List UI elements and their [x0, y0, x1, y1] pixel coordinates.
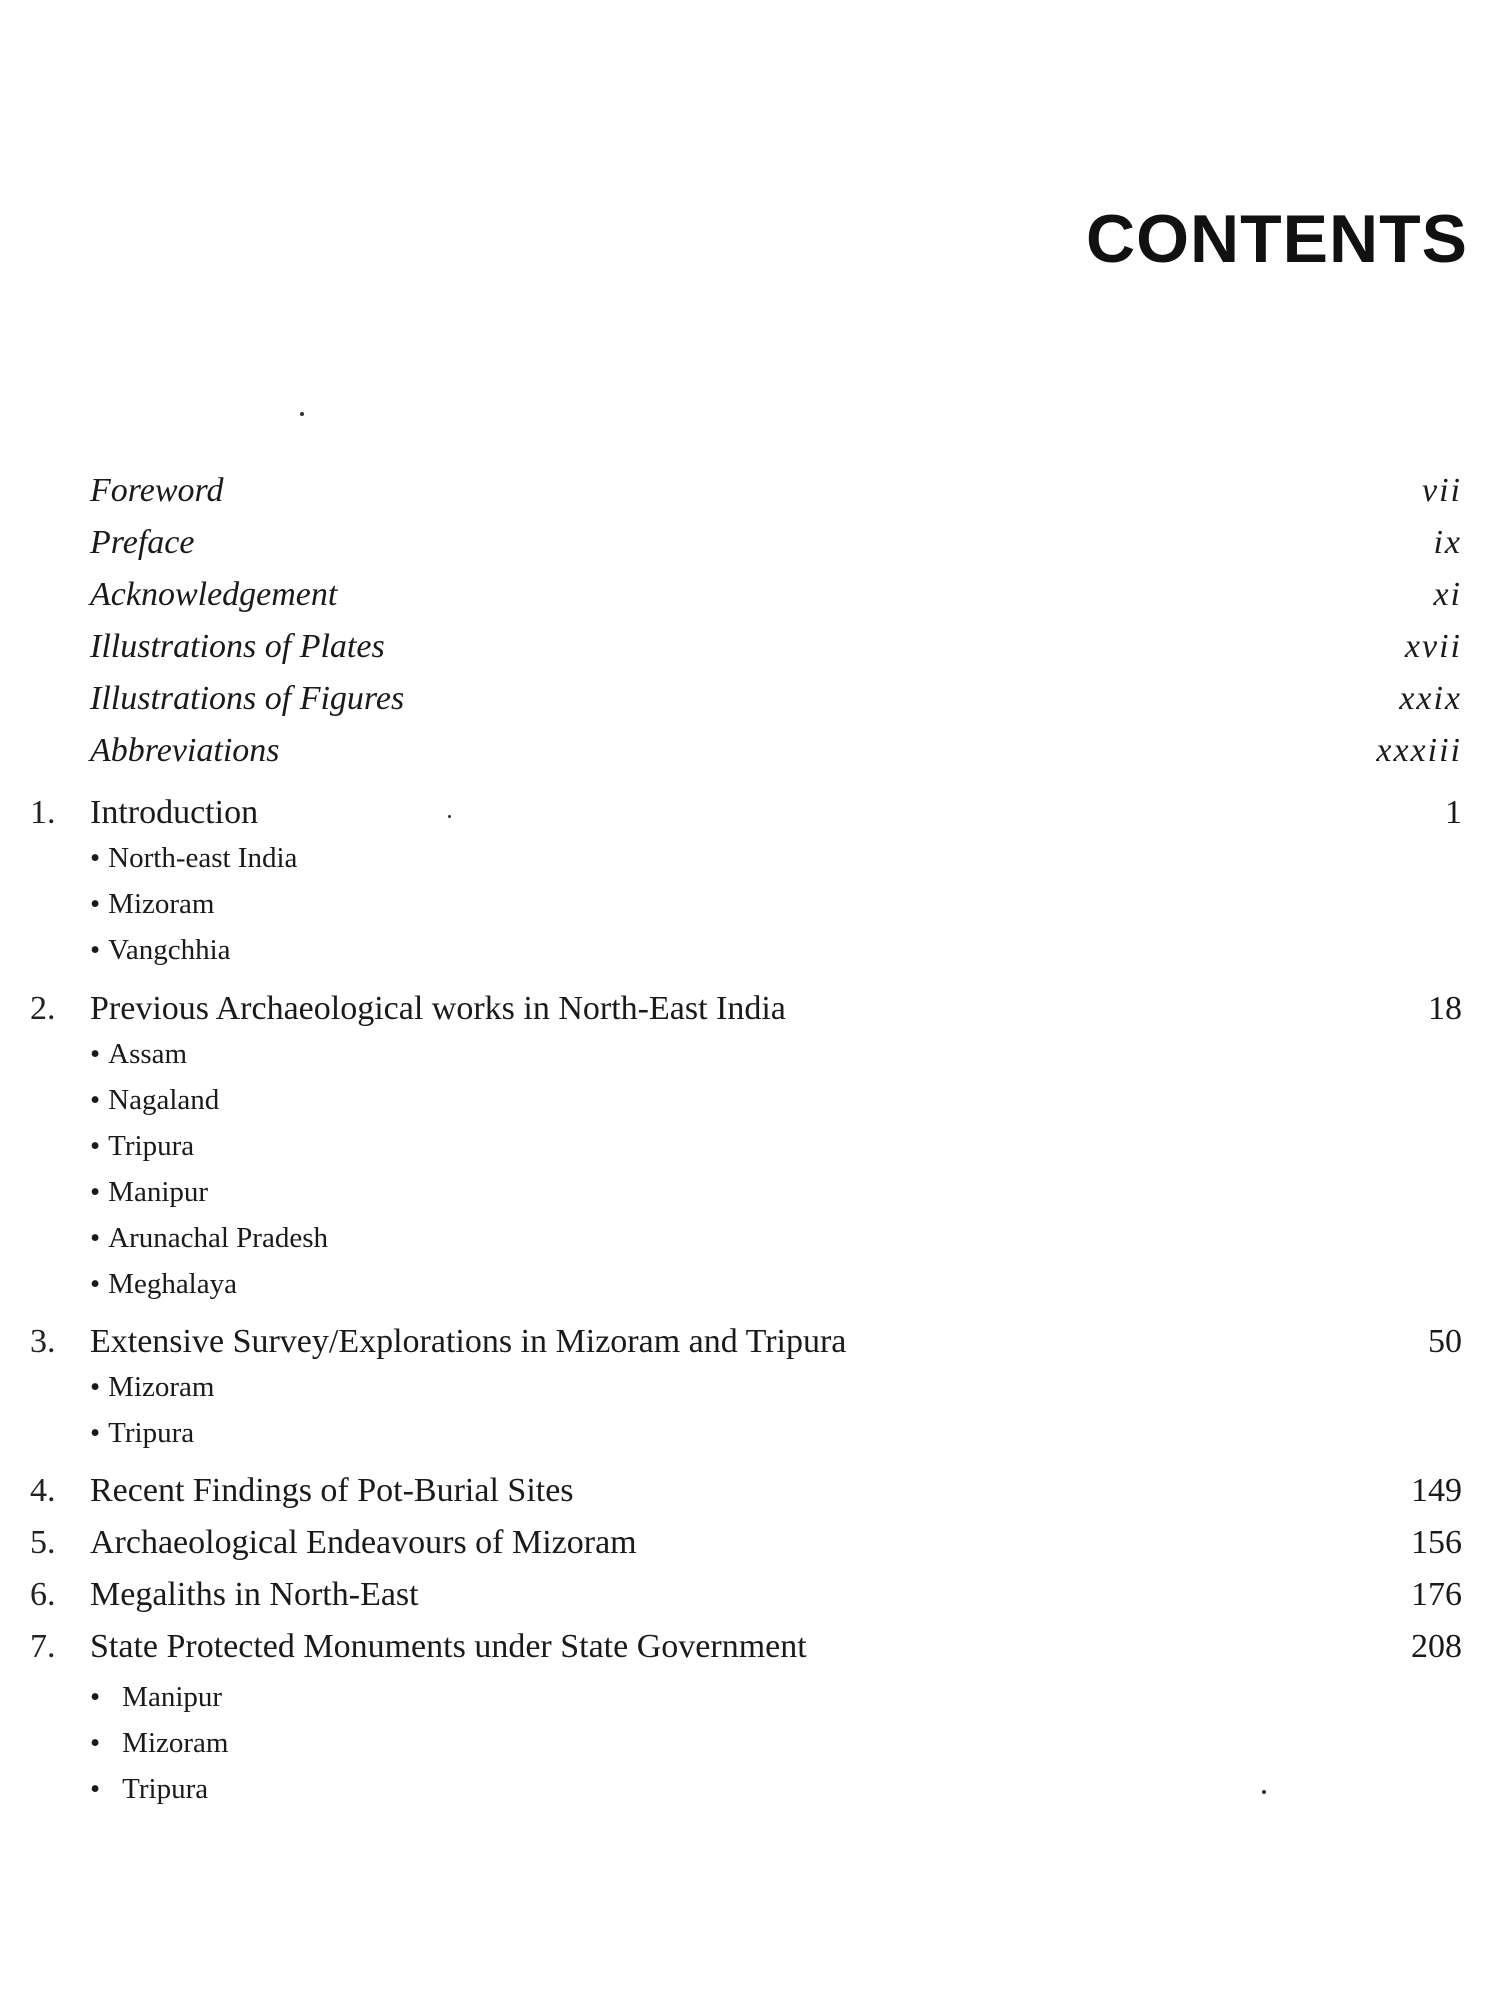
- toc-entry-label: Acknowledgement: [90, 576, 338, 613]
- scan-speck: [448, 815, 451, 818]
- toc-entry-foreword[interactable]: [0, 474, 1500, 524]
- chapter-number: 4.: [30, 1472, 56, 1509]
- toc-chapter-6[interactable]: [0, 1578, 1500, 1628]
- chapter-title: Previous Archaeological works in North-East India: [90, 990, 786, 1027]
- toc-entry-acknowledgement[interactable]: [0, 578, 1500, 628]
- bullet-icon: •: [90, 1130, 101, 1162]
- toc-entry-page: xi: [1433, 576, 1462, 613]
- toc-subsection[interactable]: [90, 1775, 208, 1804]
- toc-subsection[interactable]: [90, 936, 231, 965]
- toc-subsection[interactable]: [90, 1270, 237, 1299]
- subsection-label: Assam: [108, 1038, 188, 1070]
- toc-chapter-1[interactable]: [0, 796, 1500, 846]
- toc-subsection[interactable]: [90, 890, 214, 919]
- bullet-icon: •: [90, 888, 101, 920]
- chapter-number: 3.: [30, 1323, 56, 1360]
- subsection-label: North-east India: [108, 842, 298, 874]
- chapter-page: 149: [1411, 1472, 1462, 1509]
- subsection-label: Tripura: [122, 1773, 209, 1805]
- chapter-number: 6.: [30, 1576, 56, 1613]
- toc-chapter-3[interactable]: [0, 1325, 1500, 1375]
- bullet-icon: •: [90, 1681, 101, 1713]
- toc-subsection[interactable]: [90, 1729, 228, 1758]
- toc-entry-label: Abbreviations: [90, 732, 280, 769]
- bullet-icon: •: [90, 1222, 101, 1254]
- chapter-title: Extensive Survey/Explorations in Mizoram and Tripura: [90, 1323, 847, 1360]
- toc-entry-label: Illustrations of Figures: [90, 680, 405, 717]
- subsection-label: Nagaland: [108, 1084, 220, 1116]
- toc-entry-page: xvii: [1404, 628, 1462, 665]
- toc-entry-label: Foreword: [90, 472, 224, 509]
- chapter-title: State Protected Monuments under State Government: [90, 1628, 807, 1665]
- bullet-icon: •: [90, 1268, 101, 1300]
- chapter-title: Archaeological Endeavours of Mizoram: [90, 1524, 637, 1561]
- bullet-icon: •: [90, 1038, 101, 1070]
- toc-subsection[interactable]: [90, 1132, 194, 1161]
- toc-entry-page: xxxiii: [1376, 732, 1462, 769]
- bullet-icon: •: [90, 1176, 101, 1208]
- toc-subsection[interactable]: [90, 1224, 328, 1253]
- toc-entry-page: vii: [1422, 472, 1462, 509]
- bullet-icon: •: [90, 1371, 101, 1403]
- toc-chapter-2[interactable]: [0, 992, 1500, 1042]
- toc-subsection[interactable]: [90, 844, 297, 873]
- page-title: CONTENTS: [1086, 201, 1468, 277]
- bullet-icon: •: [90, 842, 101, 874]
- toc-entry-abbreviations[interactable]: [0, 734, 1500, 784]
- chapter-page: 1: [1445, 794, 1462, 831]
- subsection-label: Meghalaya: [108, 1268, 237, 1300]
- subsection-label: Mizoram: [108, 1371, 215, 1403]
- subsection-label: Mizoram: [108, 888, 215, 920]
- toc-subsection[interactable]: [90, 1683, 222, 1712]
- toc-subsection[interactable]: [90, 1373, 214, 1402]
- scan-speck: [1262, 1790, 1266, 1794]
- chapter-number: 2.: [30, 990, 56, 1027]
- toc-entry-illustrations-of-plates[interactable]: [0, 630, 1500, 680]
- subsection-label: Mizoram: [122, 1727, 229, 1759]
- subsection-label: Vangchhia: [108, 934, 231, 966]
- toc-chapter-5[interactable]: [0, 1526, 1500, 1576]
- chapter-title: Recent Findings of Pot-Burial Sites: [90, 1472, 574, 1509]
- chapter-number: 5.: [30, 1524, 56, 1561]
- subsection-label: Arunachal Pradesh: [108, 1222, 328, 1254]
- chapter-page: 176: [1411, 1576, 1462, 1613]
- bullet-icon: •: [90, 1773, 101, 1805]
- subsection-label: Manipur: [122, 1681, 223, 1713]
- toc-subsection[interactable]: [90, 1419, 194, 1448]
- toc-subsection[interactable]: [90, 1040, 187, 1069]
- scan-speck: [300, 412, 304, 416]
- bullet-icon: •: [90, 1417, 101, 1449]
- toc-entry-page: xxix: [1399, 680, 1462, 717]
- chapter-number: 1.: [30, 794, 56, 831]
- chapter-page: 50: [1428, 1323, 1462, 1360]
- chapter-page: 208: [1411, 1628, 1462, 1665]
- subsection-label: Manipur: [108, 1176, 209, 1208]
- chapter-title: Megaliths in North-East: [90, 1576, 419, 1613]
- toc-entry-label: Illustrations of Plates: [90, 628, 385, 665]
- bullet-icon: •: [90, 1084, 101, 1116]
- subsection-label: Tripura: [108, 1130, 195, 1162]
- bullet-icon: •: [90, 934, 101, 966]
- subsection-label: Tripura: [108, 1417, 195, 1449]
- toc-entry-label: Preface: [90, 524, 195, 561]
- toc-entry-preface[interactable]: [0, 526, 1500, 576]
- chapter-number: 7.: [30, 1628, 56, 1665]
- toc-chapter-7[interactable]: [0, 1630, 1500, 1680]
- toc-entry-illustrations-of-figures[interactable]: [0, 682, 1500, 732]
- toc-entry-page: ix: [1433, 524, 1462, 561]
- bullet-icon: •: [90, 1727, 101, 1759]
- chapter-page: 156: [1411, 1524, 1462, 1561]
- toc-chapter-4[interactable]: [0, 1474, 1500, 1524]
- toc-subsection[interactable]: [90, 1178, 208, 1207]
- chapter-title: Introduction: [90, 794, 259, 831]
- chapter-page: 18: [1428, 990, 1462, 1027]
- toc-subsection[interactable]: [90, 1086, 219, 1115]
